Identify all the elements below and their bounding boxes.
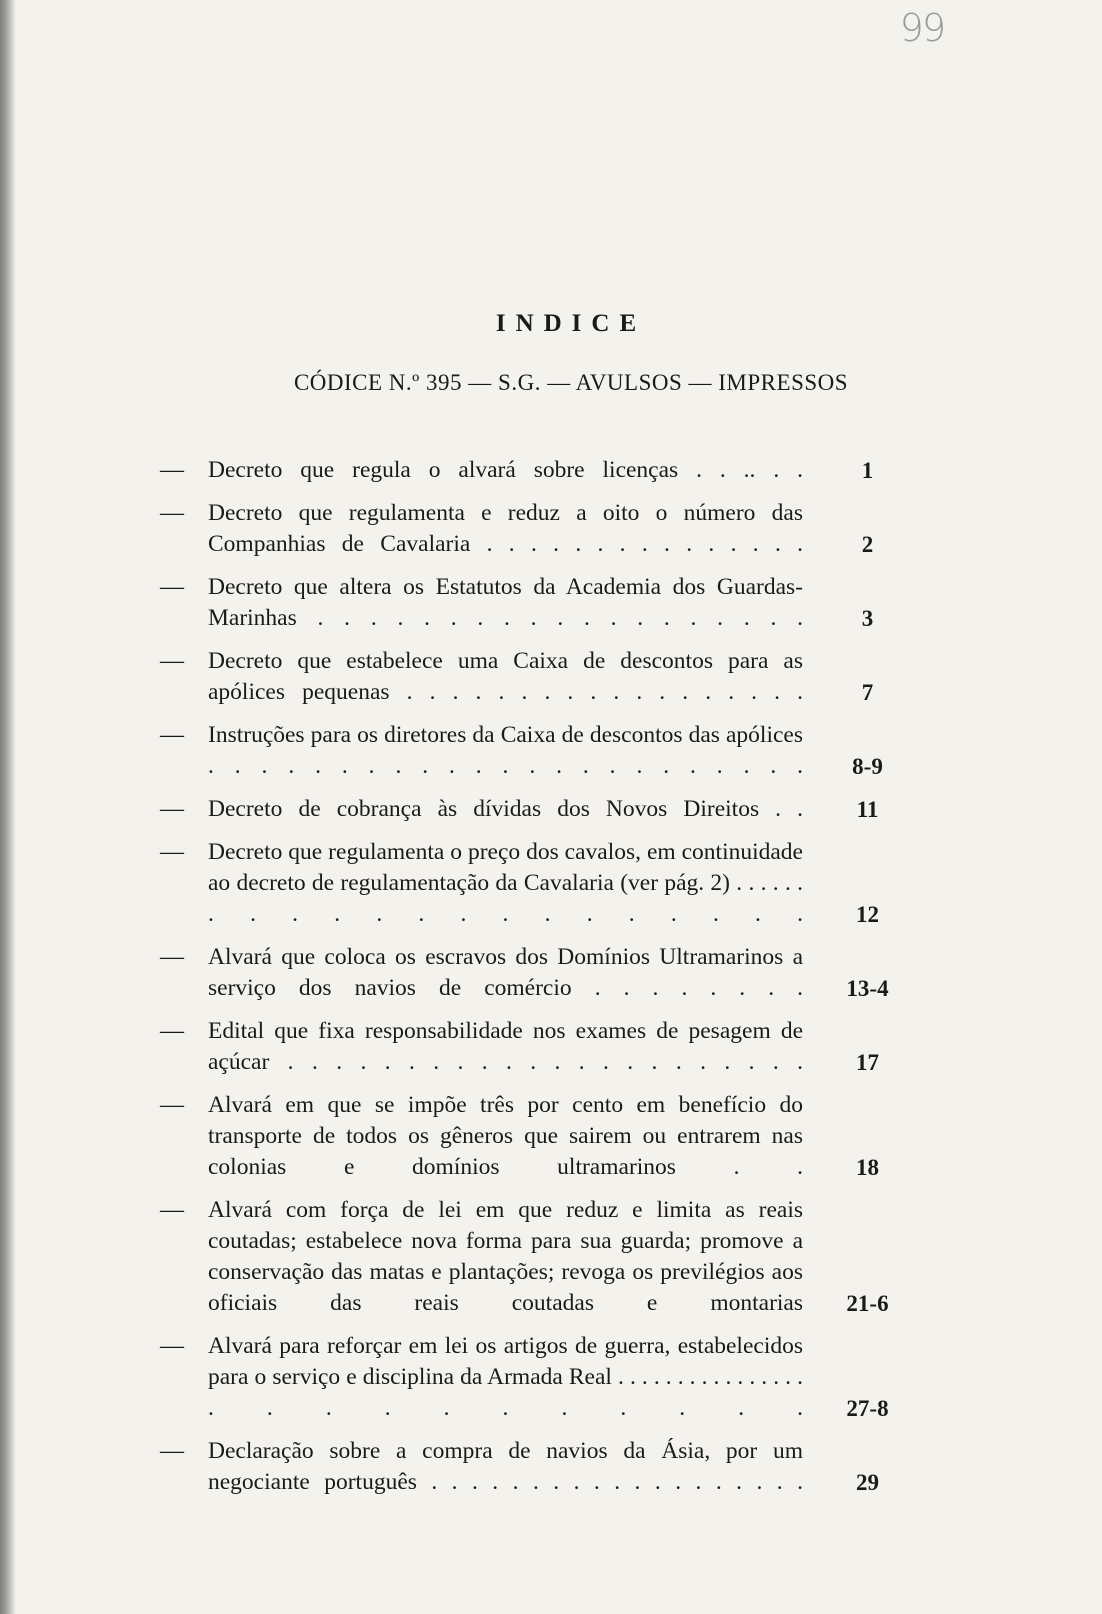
entry-text: Alvará em que se impõe três por cento em benefício do transporte de todos os gêneros que sairem ou entrarem nas colonias e domínios ultramarinos . .	[208, 1092, 803, 1180]
entry-text: Edital que fixa responsabilidade nos exames de pesagem de açúcar . . . . . . . . . . . . . . . . . . . . . .	[208, 1018, 803, 1075]
entry-dash: —	[160, 648, 184, 674]
entry-page-number: 21-6	[846, 1291, 889, 1316]
entry-dash: —	[160, 574, 184, 600]
entry-dash: —	[160, 1092, 184, 1118]
index-entry	[160, 1016, 920, 1078]
entry-dash: —	[160, 500, 184, 526]
entry-text: Decreto que regulamenta e reduz a oito o número das Companhias de Cavalaria . . . . . . . . . . . . . . .	[208, 500, 803, 557]
entry-page-number: 13-4	[846, 976, 889, 1001]
index-title: INDICE	[495, 310, 647, 337]
index-entry	[160, 498, 920, 560]
index-entry	[160, 1331, 920, 1424]
index-list	[160, 455, 920, 1510]
entry-page-number: 18	[856, 1155, 879, 1180]
index-entry	[160, 942, 920, 1004]
entry-text: Alvará que coloca os escravos dos Domínios Ultramarinos a serviço dos navios de comércio . . . . . . . .	[208, 944, 803, 1001]
index-entry	[160, 837, 920, 930]
entry-dash: —	[160, 1333, 184, 1359]
entry-dash: —	[160, 1438, 184, 1464]
entry-dash: —	[160, 722, 184, 748]
index-entry	[160, 794, 920, 825]
page-binding-edge	[0, 0, 16, 1614]
entry-page-number: 11	[856, 797, 879, 822]
entry-dash: —	[160, 457, 184, 483]
entry-text: Decreto de cobrança às dívidas dos Novos Direitos . .	[208, 796, 803, 822]
entry-page-number: 12	[856, 902, 879, 927]
entry-dash: —	[160, 944, 184, 970]
entry-text: Decreto que estabelece uma Caixa de descontos para as apólices pequenas . . . . . . . . . . . . . . . . . .	[208, 648, 803, 705]
entry-text: Decreto que altera os Estatutos da Academia dos Guardas-Marinhas . . . . . . . . . . . . . . . . . . .	[208, 574, 803, 631]
index-entry	[160, 1195, 920, 1319]
index-entry	[160, 646, 920, 708]
entry-dash: —	[160, 839, 184, 865]
entry-text: Alvará para reforçar em lei os artigos de guerra, estabelecidos para o serviço e disciplina da Armada Real . . . . . . . . . . . . . . . . . . . . . . . . . . .	[208, 1333, 803, 1421]
entry-page-number: 29	[856, 1470, 879, 1495]
entry-text: Alvará com força de lei em que reduz e limita as reais coutadas; estabelece nova forma para sua guarda; promove a conservação das matas e plantações; revoga os previlégios aos oficiais das reais coutadas e montarias	[208, 1197, 803, 1316]
handwritten-page-number: 99	[899, 6, 944, 50]
entry-dash: —	[160, 1197, 184, 1223]
entry-page-number: 3	[861, 606, 874, 631]
entry-text: Declaração sobre a compra de navios da Ásia, por um negociante português . . . . . . . . . . . . . . . . . . .	[208, 1438, 803, 1495]
entry-dash: —	[160, 796, 184, 822]
index-entry	[160, 1436, 920, 1498]
entry-page-number: 7	[861, 680, 874, 705]
entry-page-number: 8-9	[852, 754, 883, 779]
entry-text: Decreto que regulamenta o preço dos cavalos, em continuidade ao decreto de regulamentação da Cavalaria (ver pág. 2) . . . . . . . . . . . . . . . . . . . . .	[208, 839, 803, 927]
entry-dash: —	[160, 1018, 184, 1044]
entry-page-number: 27-8	[846, 1396, 889, 1421]
index-entry	[160, 720, 920, 782]
entry-page-number: 2	[861, 532, 874, 557]
entry-page-number: 17	[856, 1050, 879, 1075]
entry-page-number: 1	[861, 458, 874, 483]
index-entry	[160, 455, 920, 486]
index-entry	[160, 572, 920, 634]
entry-text: Decreto que regula o alvará sobre licenças . . .. . .	[208, 457, 803, 483]
entry-text: Instruções para os diretores da Caixa de descontos das apólices . . . . . . . . . . . . . . . . . . . . . . .	[208, 722, 803, 779]
index-entry	[160, 1090, 920, 1183]
codex-subtitle: CÓDICE N.º 395 — S.G. — AVULSOS — IMPRESSOS	[293, 370, 849, 395]
